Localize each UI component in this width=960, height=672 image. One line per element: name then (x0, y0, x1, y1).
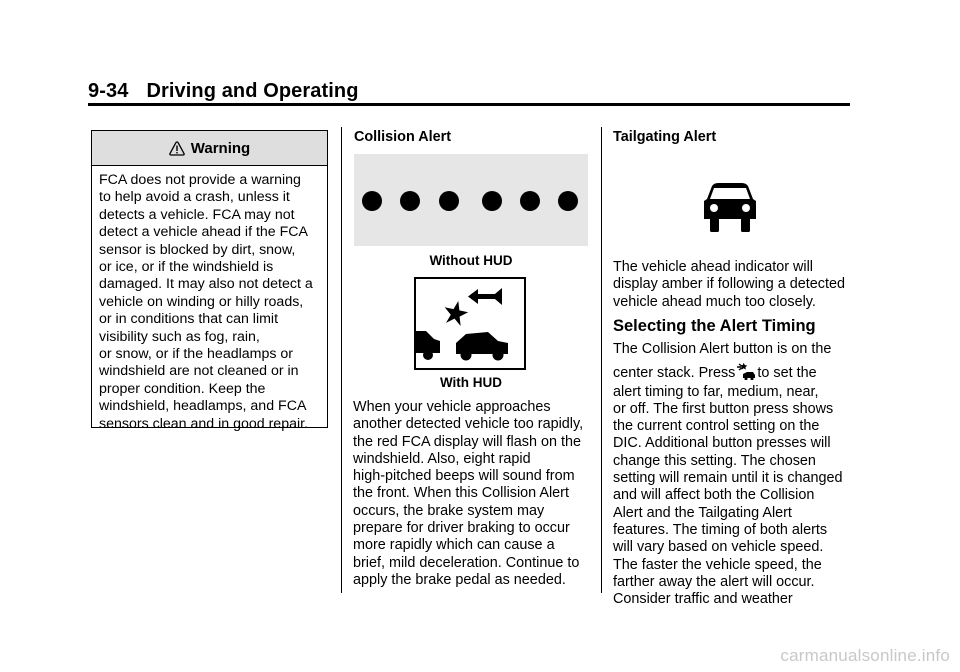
tailgating-alert-text (613, 259, 845, 311)
collision-alert-text-line: apply the brake pedal as needed. (353, 571, 566, 588)
warning-box (91, 130, 328, 432)
alert-timing-text-line: and will affect both the Collision (613, 487, 815, 504)
warning-text-line: or ice, or if the windshield is (99, 259, 274, 276)
section-title: Driving and Operating (146, 80, 359, 102)
collision-alert-hud-icon (416, 279, 524, 368)
alert-timing-text-line: features. The timing of both alerts (613, 521, 828, 538)
column-divider-1 (341, 127, 342, 593)
alert-timing-text-line: DIC. Additional button presses will (613, 435, 831, 452)
warning-triangle-icon (169, 141, 185, 156)
warning-text-line: detects a vehicle. FCA may not (99, 206, 295, 223)
warning-text-line: damaged. It may also not detect a (99, 276, 313, 293)
with-hud-caption: With HUD (439, 375, 503, 390)
alert-timing-text-line: will vary based on vehicle speed. (613, 539, 824, 556)
warning-text-line: to help avoid a crash, unless it (99, 189, 290, 206)
warning-header (92, 131, 327, 166)
warning-text (92, 166, 327, 433)
tailgating-alert-text-line: The vehicle ahead indicator will (613, 259, 813, 275)
tailgating-alert-heading: Tailgating Alert (613, 129, 717, 145)
alert-timing-heading: Selecting the Alert Timing (613, 317, 816, 335)
warning-text-line: or snow, or if the headlamps or (99, 346, 293, 363)
warning-text-line: visibility such as fog, rain, (99, 328, 260, 345)
alert-timing-text-line: The faster the vehicle speed, the (613, 556, 822, 573)
warning-text-line: or in conditions that can limit (99, 311, 279, 328)
alert-timing-press-text: center stack. Press (613, 365, 736, 382)
alert-timing-body (613, 384, 843, 609)
alert-timing-text-line: Consider traffic and weather (613, 591, 793, 608)
collision-alert-text-line: another detected vehicle too rapidly, (353, 416, 584, 433)
collision-alert-text-line: occurs, the brake system may (353, 502, 545, 519)
collision-alert-text-line: windshield. Also, eight rapid (353, 450, 531, 467)
warning-text-line: proper condition. Keep the (99, 380, 266, 397)
warning-text-line: sensor is blocked by dirt, snow, (99, 241, 296, 258)
with-hud-display (414, 277, 526, 370)
collision-alert-text-line: more rapidly which can cause a (353, 537, 555, 554)
column-divider-2 (601, 127, 602, 593)
alert-timing-text-line: Alert and the Tailgating Alert (613, 504, 792, 521)
warning-text-line: detect a vehicle ahead if the FCA (99, 224, 308, 241)
tailgating-alert-text-line: display amber if following a detected (613, 276, 845, 293)
alert-timing-line-2 (613, 362, 843, 382)
alert-timing-text (613, 341, 843, 608)
without-hud-display (354, 154, 588, 246)
warning-text-line: vehicle on winding or hilly roads, (99, 293, 304, 310)
page-number: 9-34 (88, 80, 129, 102)
collision-alert-button-icon (736, 362, 756, 380)
alert-timing-line-1: The Collision Alert button is on the (613, 341, 832, 357)
warning-text-line: windshield are not cleaned or in (99, 363, 299, 380)
collision-alert-text-line: prepare for driver braking to occur (353, 520, 570, 537)
collision-alert-text-line: high-pitched beeps will sound from (353, 468, 575, 485)
collision-alert-text-line: the red FCA display will flash on the (353, 433, 581, 450)
tailgating-alert-text-line: vehicle ahead much too closely. (613, 293, 816, 310)
warning-text-line: FCA does not provide a warning (99, 172, 301, 188)
alert-timing-text-line: the current control setting on the (613, 418, 820, 435)
alert-timing-text-line: or off. The first button press shows (613, 400, 834, 417)
collision-alert-text (353, 399, 583, 589)
alert-timing-text-line: alert timing to far, medium, near, (613, 383, 819, 400)
collision-alert-text-line: brief, mild deceleration. Continue to (353, 554, 580, 571)
alert-lights-graphic (354, 154, 588, 246)
vehicle-ahead-icon (702, 183, 758, 233)
alert-timing-text-line: farther away the alert will occur. (613, 573, 815, 590)
without-hud-caption: Without HUD (429, 253, 513, 268)
warning-text-line: sensors clean and in good repair. (99, 415, 309, 432)
alert-timing-text-line: setting will remain until it is changed (613, 470, 843, 487)
warning-title: Warning (190, 139, 251, 157)
page-header (88, 80, 359, 103)
collision-alert-text-line: the front. When this Collision Alert (353, 485, 569, 502)
collision-alert-heading: Collision Alert (354, 129, 452, 145)
alert-timing-set-text: to set the (757, 365, 817, 382)
warning-text-line: windshield, headlamps, and FCA (99, 398, 307, 415)
alert-timing-text-line: change this setting. The chosen (613, 452, 816, 469)
header-rule (88, 103, 850, 106)
watermark: carmanualsonline.info (780, 646, 950, 665)
collision-alert-text-line: When your vehicle approaches (353, 399, 551, 415)
